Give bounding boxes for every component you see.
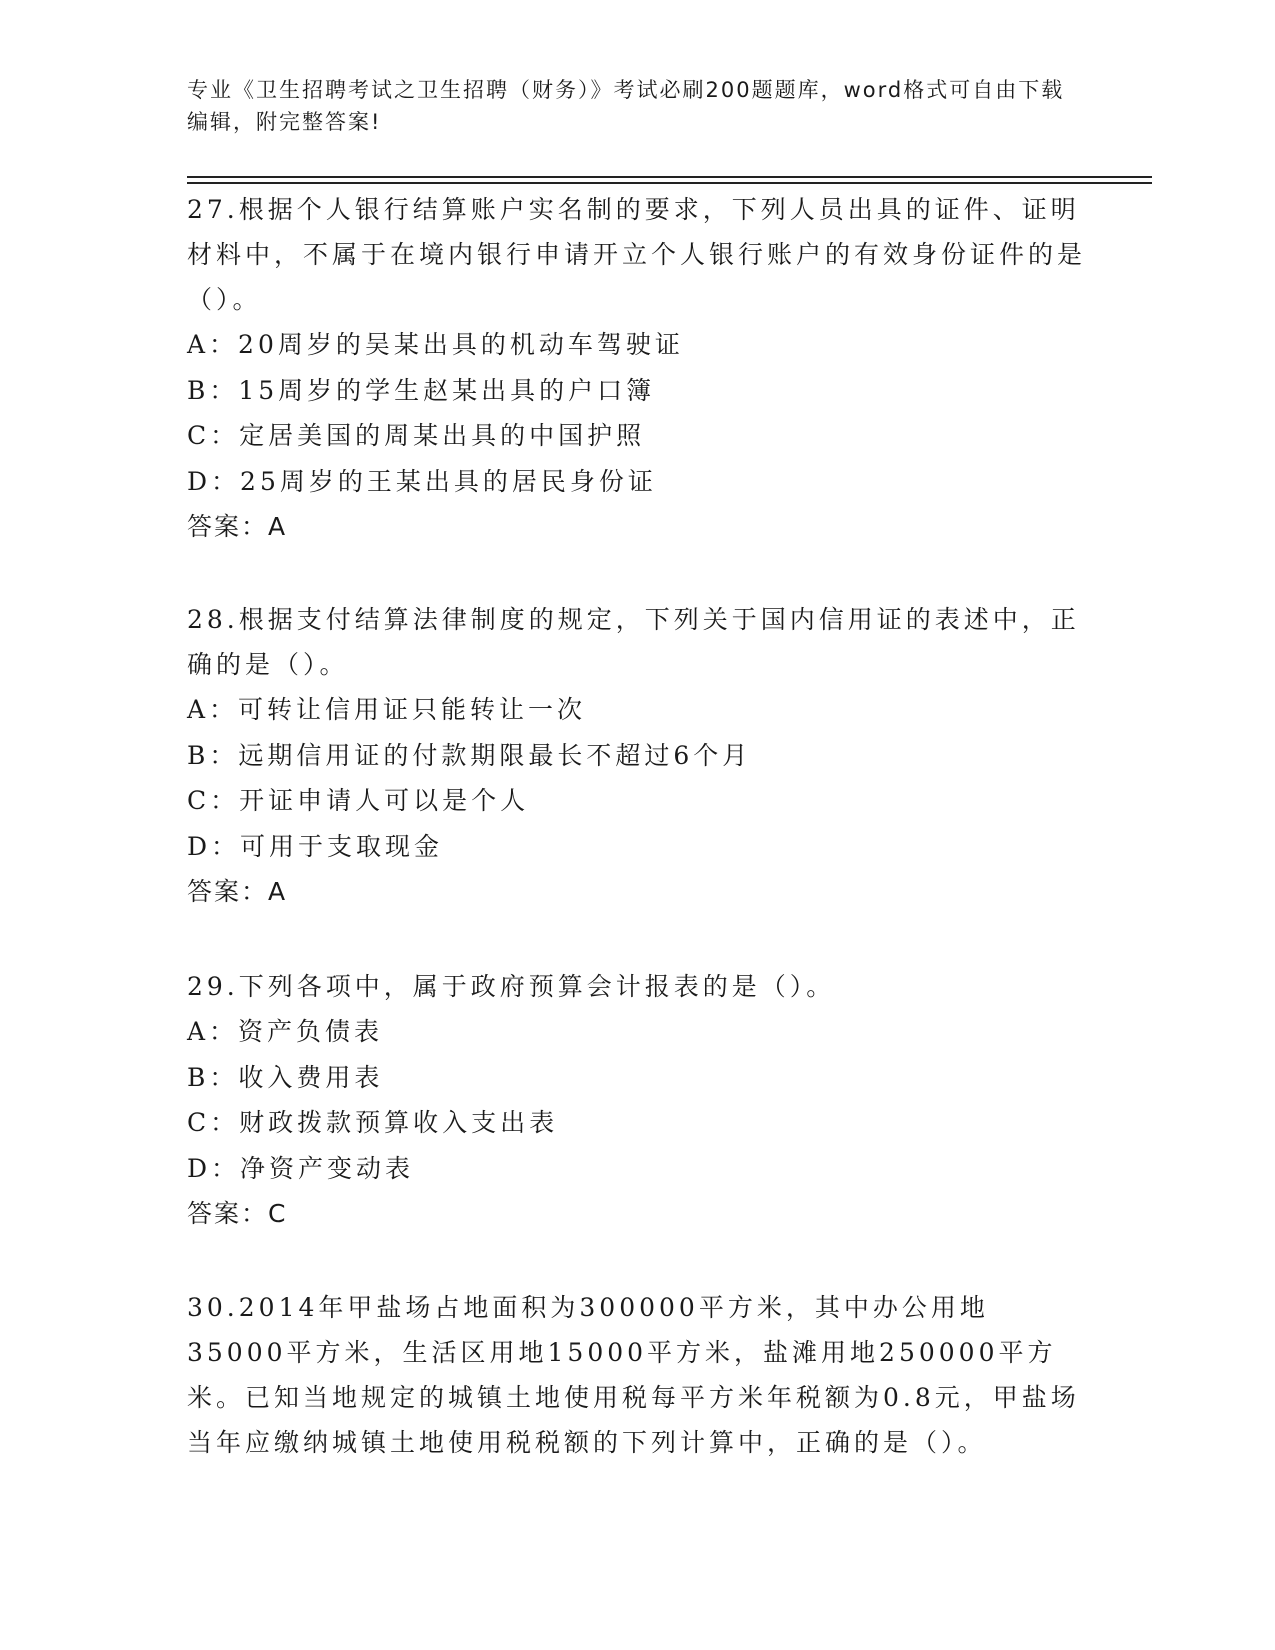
option-c: C：开证申请人可以是个人 <box>187 786 530 815</box>
question-stem: 28.根据支付结算法律制度的规定，下列关于国内信用证的表述中，正确的是（）。 <box>187 605 1080 679</box>
option-a: A：20周岁的吴某出具的机动车驾驶证 <box>187 330 684 359</box>
option-d: D：25周岁的王某出具的居民身份证 <box>187 466 657 496</box>
answer: 答案：A <box>187 512 288 541</box>
header-rule-top <box>187 176 1152 178</box>
question-stem: 30.2014年甲盐场占地面积为300000平方米，其中办公用地35000平方米，生活区用地15000平方米，盐滩用地250000平方米。已知当地规定的城镇土地使用税每平方米年税额为0.8元，甲盐场当年应缴纳城镇土地使用税税额的下列计算中，正确的是（）。 <box>187 1293 1080 1457</box>
option-c: C：定居美国的周某出具的中国护照 <box>187 421 646 450</box>
answer: 答案：A <box>187 877 288 906</box>
option-b: B：15周岁的学生赵某出具的户口簿 <box>187 375 656 405</box>
question-stem: 29.下列各项中，属于政府预算会计报表的是（）。 <box>187 972 836 1001</box>
question-stem: 27.根据个人银行结算账户实名制的要求，下列人员出具的证件、证明材料中，不属于在境内银行申请开立个人银行账户的有效身份证件的是（）。 <box>187 195 1087 314</box>
option-a: A：资产负债表 <box>187 1017 384 1046</box>
option-d: D：净资产变动表 <box>187 1153 415 1183</box>
option-b: B：远期信用证的付款期限最长不超过6个月 <box>187 740 752 770</box>
answer: 答案：C <box>187 1199 288 1228</box>
option-d: D：可用于支取现金 <box>187 831 444 861</box>
document-header: 专业《卫生招聘考试之卫生招聘（财务）》考试必刷200题题库，word格式可自由下载编辑，附完整答案! <box>187 78 1065 134</box>
question-30 <box>187 1285 1087 1465</box>
option-a: A：可转让信用证只能转让一次 <box>187 695 587 724</box>
question-28 <box>187 597 1087 914</box>
option-b: B：收入费用表 <box>187 1062 384 1092</box>
question-27 <box>187 187 1087 549</box>
header-rule-bottom <box>187 182 1152 184</box>
option-c: C：财政拨款预算收入支出表 <box>187 1108 559 1137</box>
question-29 <box>187 964 1087 1236</box>
